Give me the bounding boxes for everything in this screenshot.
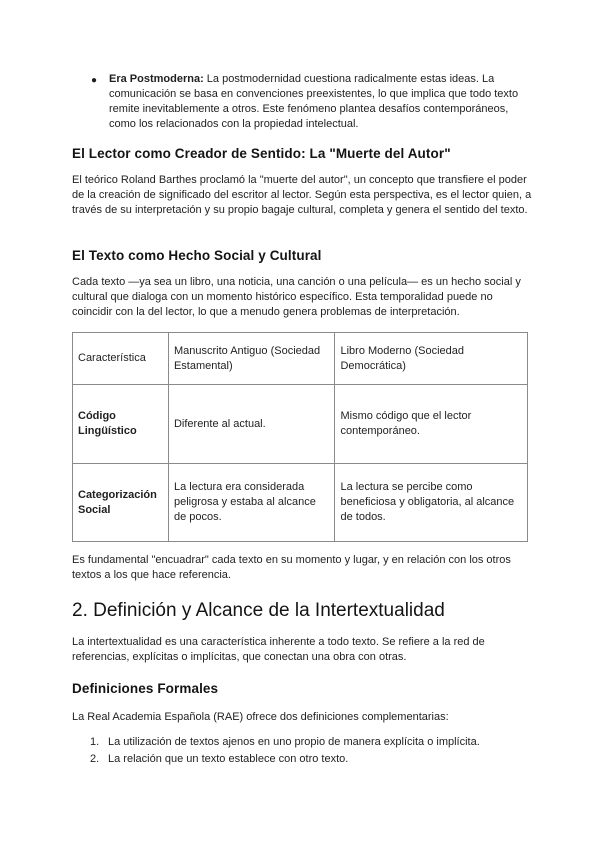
heading-texto-social: El Texto como Hecho Social y Cultural [72,248,322,263]
paragraph-lector: El teórico Roland Barthes proclamó la "muerte del autor", un concepto que transfiere el poder de la creación de significado del escritor al lector. Según esta perspectiva, es el lector quien, a través de su interpretación y su propio bagaje cultural, completa y genera el sentido del texto. [72,174,532,216]
heading-lector: El Lector como Creador de Sentido: La "Muerte del Autor" [72,146,451,161]
table-row [73,464,528,542]
list-item [90,751,530,768]
table-cell: Diferente al actual. [168,385,335,464]
paragraph-encuadrar: Es fundamental "encuadrar" cada texto en su momento y lugar, y en relación con los otros textos a los que hace referencia. [72,554,511,581]
list-number: 2. [90,753,100,765]
list-item [90,734,530,751]
bullet-term: Era Postmoderna: [109,73,204,85]
list-item-text: La relación que un texto establece con otro texto. [108,753,349,765]
table-header-cell: Manuscrito Antiguo (Sociedad Estamental) [168,333,335,385]
table-cell: Mismo código que el lector contemporáneo. [335,385,528,464]
table-cell: La lectura se percibe como beneficiosa y obligatoria, al alcance de todos. [335,464,528,542]
heading-definiciones: Definiciones Formales [72,681,219,696]
table-header-cell: Característica [73,333,169,385]
paragraph-texto-social: Cada texto —ya sea un libro, una noticia, una canción o una película— es un hecho social y cultural que dialoga con un momento histórico específico. Esta temporalidad puede no coincidir con la del lector, lo que a menudo genera problemas de interpretación. [72,276,521,318]
definitions-list [90,734,530,768]
table-row [73,385,528,464]
bullet-dot-icon: ● [91,75,98,86]
table-row-label: Categorización Social [73,464,169,542]
heading-section-2: 2. Definición y Alcance de la Intertextualidad [72,600,445,621]
paragraph-definiciones-intro: La Real Academia Española (RAE) ofrece dos definiciones complementarias: [72,711,449,723]
table-header-cell: Libro Moderno (Sociedad Democrática) [335,333,528,385]
table-header-row [73,333,528,385]
table-row-label: Código Lingüístico [73,385,169,464]
list-number: 1. [90,736,100,748]
bullet-text [109,72,529,132]
paragraph-intertextualidad: La intertextualidad es una característica inherente a todo texto. Se refiere a la red de referencias, explícitas o implícitas, que conectan una obra con otras. [72,636,485,663]
bullet-body: La postmodernidad cuestiona radicalmente estas ideas. La comunicación se basa en convenciones preexistentes, lo que implica que todo texto remite inevitablemente a otros. Este fenómeno plantea desafíos contemporáneos, como los relacionados con la propiedad intelectual. [109,73,519,130]
table-cell: La lectura era considerada peligrosa y estaba al alcance de pocos. [168,464,335,542]
list-item-text: La utilización de textos ajenos en uno propio de manera explícita o implícita. [108,736,480,748]
comparison-table [72,332,528,542]
